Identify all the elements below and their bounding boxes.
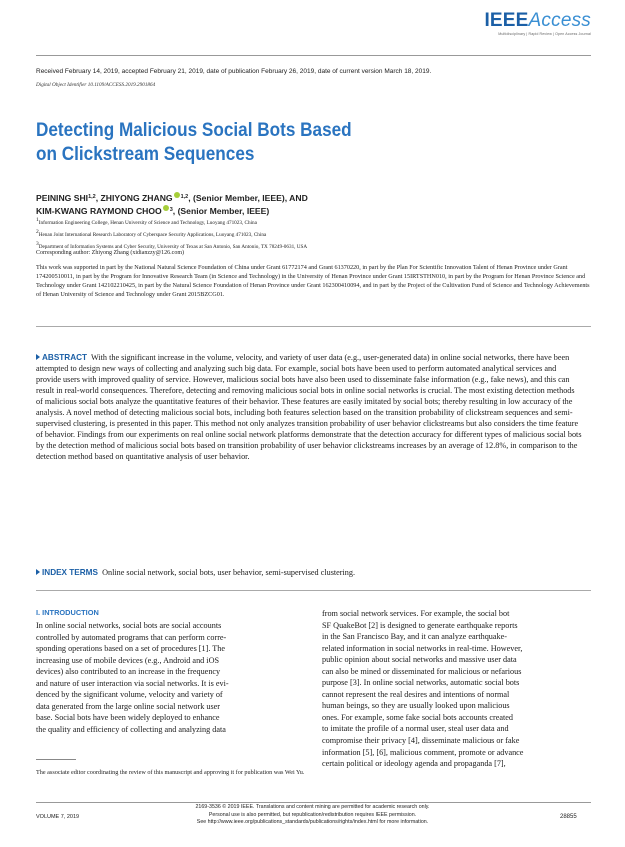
received-dates: Received February 14, 2019, accepted February 21, 2019, date of publication February 26, 2019, date of current version March 18, 2019. [36, 68, 432, 75]
header-divider [36, 55, 591, 56]
text-line: information [5], [6], malicious comment, promote or advance [322, 747, 524, 757]
author-affil-sup: 1,2 [180, 194, 189, 200]
abstract [36, 352, 582, 462]
text-line: base. Social bots have been widely deployed to enhance [36, 713, 220, 723]
left-column [36, 620, 302, 735]
affiliation-item: $^2$Henan Joint International Research Laboratory of Cyberspace Security Applications, Luoyang 471023, China [36, 228, 267, 238]
ieee-access-logo [484, 10, 591, 36]
author-name: KIM-KWANG RAYMOND CHOO [36, 206, 162, 216]
text-line: related information in social networks in real-time. However, [322, 643, 523, 653]
title-line-2: on Clickstream Sequences [36, 143, 255, 165]
copyright-notice [130, 804, 495, 827]
section-divider [36, 590, 591, 591]
text-line: ones. For example, some fake social bots accounts created [322, 712, 513, 722]
text-line: compromise their privacy [4], disseminate malicious or fake [322, 736, 520, 746]
text-line: and nature of user interaction via social networks. It is evi- [36, 678, 229, 688]
text-line: denced by the significant volume, velocity and variety of [36, 690, 223, 700]
logo-access: Access [528, 10, 591, 31]
author-list: PEINING SHI$^{1,2}$, ZHIYONG ZHANG $^{1,2}$, (Senior Member, IEEE), AND KIM-KWANG RAYMOND CHOO $^3$, (Senior Member, IEEE) [36, 193, 308, 216]
index-terms-text: Online social network, social bots, user behavior, semi-supervised clustering. [102, 568, 356, 577]
copyright-line: See http://www.ieee.org/publications_standards/publications/rights/index.html for more information. [196, 819, 429, 826]
orcid-icon[interactable] [163, 205, 169, 211]
logo-ieee: IEEE [484, 10, 529, 31]
author-name: ZHIYONG ZHANG [100, 193, 173, 203]
text-line: purpose [3]. In online social networks, automatic social bots [322, 678, 520, 688]
text-line: certain political or ideology agenda and propaganda [7], [322, 759, 506, 769]
affiliation-item: $^1$Information Engineering College, Henan University of Science and Technology, Luoyang 471023, China [36, 217, 257, 226]
author-role: , (Senior Member, IEEE) [172, 206, 270, 216]
logo-tagline: Multidisciplinary | Rapid Review | Open Access Journal [498, 32, 591, 36]
footnote-rule [36, 759, 76, 760]
right-column [322, 608, 588, 770]
text-line: cannot represent the real desires and intentions of normal [322, 689, 510, 699]
orcid-icon[interactable] [174, 192, 180, 198]
affiliation-item: $^3$Department of Information Systems and Cyber Security, University of Texas at San Antonio, San Antonio, TX 78249-0631, USA [36, 240, 308, 250]
corresponding-author: Corresponding author: Zhiyong Zhang (xidianzzy@126.com) [36, 250, 184, 256]
copyright-line: 2169-3536 © 2019 IEEE. Translations and content mining are permitted for academic research only. [195, 804, 430, 810]
section-heading: I. INTRODUCTION [36, 608, 99, 617]
editor-footnote: The associate editor coordinating the review of this manuscript and approving it for publication was Wei Yu. [36, 769, 305, 776]
author-affil-sup: 3 [169, 207, 173, 213]
triangle-marker-icon [36, 354, 40, 360]
doi-line: Digital Object Identifier 10.1109/ACCESS.2019.2901864 [36, 82, 156, 88]
section-divider [36, 326, 591, 327]
text-line: devices) also contributed to an increase in the frequency [36, 667, 221, 677]
author-affil-sup: 1,2 [88, 194, 96, 200]
author-name: PEINING SHI [36, 193, 89, 203]
volume-label: VOLUME 7, 2019 [36, 814, 80, 820]
copyright-line: Personal use is also permitted, but republication/redistribution requires IEEE permission. [208, 811, 417, 818]
page-number: 28855 [560, 814, 577, 820]
index-terms [36, 568, 582, 577]
text-line: from social network services. For example, the social bot [322, 609, 510, 618]
text-line: SF QuakeBot [2] is designed to generate earthquake reports [322, 620, 518, 630]
abstract-label: ABSTRACT [42, 353, 88, 362]
text-line: in the San Francisco Bay, and it can analyze earthquake- [322, 632, 507, 642]
text-line: to imitate the profile of a normal user, steal user data and [322, 724, 509, 734]
text-line: In online social networks, social bots are social accounts [36, 621, 222, 630]
text-line: controlled by automated programs that can perform corre- [36, 632, 227, 642]
abstract-text: With the significant increase in the volume, velocity, and variety of user data (e.g., user-generated data) in online social networks, there have been attempted to design new ways of collecting and analyzing such big data. For example, social bots have been used to perform automated analytical services and provide users with improved quality of service. However, malicious social bots have also been used to disseminate false information (e.g., fake news), and this can result in real-world consequences. Therefore, detecting and removing malicious social bots in online social networks is crucial. The most existing detection methods of malicious social bots analyze the quantitative features of their behavior. These features are easily imitated by social bots; thereby resulting in low accuracy of the analysis. A novel method of detecting malicious social bots, including both features selection based on the transition probability of clickstream sequences and semi-supervised clustering, is presented in this paper. This method not only analyzes transition probability of user behavior clickstreams but also considers the time feature of behavior. Findings from our experiments on real online social network platforms demonstrate that the detection accuracy for different types of malicious social bots by the detection method of malicious social bots based on transition probability of user behavior clickstreams increases by an average of 12.8%, in comparison to the detection method based on quantitative analysis of user behavior. [36, 353, 582, 461]
title-line-1: Detecting Malicious Social Bots Based [36, 119, 352, 141]
text-line: the quality and efficiency of collecting and analyzing data [36, 724, 226, 734]
index-terms-label: INDEX TERMS [42, 568, 98, 577]
text-line: data generated from the large online social network user [36, 701, 220, 711]
funding-statement: This work was supported in part by the National Natural Science Foundation of China under Grant 61772174 and Grant 61370220, in part by the Plan For Scientific Innovation Talent of Henan Province under Grant 174200510011, in part by the Program for Innovative Research Team (in Science and Technology) in the University of Henan Province under Grant 15IRTSTHN010, in part by the Program for Henan Province Science and Technology under Grant 142102210425, in part by the Natural Science Foundation of Henan Province under Grant 162300410094, and in part by the Project of the Cultivation Fund of Science and Technology Achievements of Henan University of Science and Technology under Grant 2015BZCG01. [36, 264, 590, 298]
triangle-marker-icon [36, 569, 40, 575]
text-line: public opinion about social networks and massive user data [322, 655, 517, 665]
footer-divider [36, 802, 591, 803]
text-line: increasing use of mobile devices (e.g., Android and iOS [36, 655, 220, 665]
text-line: can also be mined or disseminated for malicious or nefarious [322, 666, 522, 676]
paper-title [36, 118, 458, 166]
affiliations [36, 216, 307, 251]
text-line: human beings, so they are usually looked upon malicious [322, 701, 510, 711]
text-line: sponding operations based on a set of procedures [1]. The [36, 644, 226, 654]
author-role: , (Senior Member, IEEE), AND [188, 193, 308, 203]
